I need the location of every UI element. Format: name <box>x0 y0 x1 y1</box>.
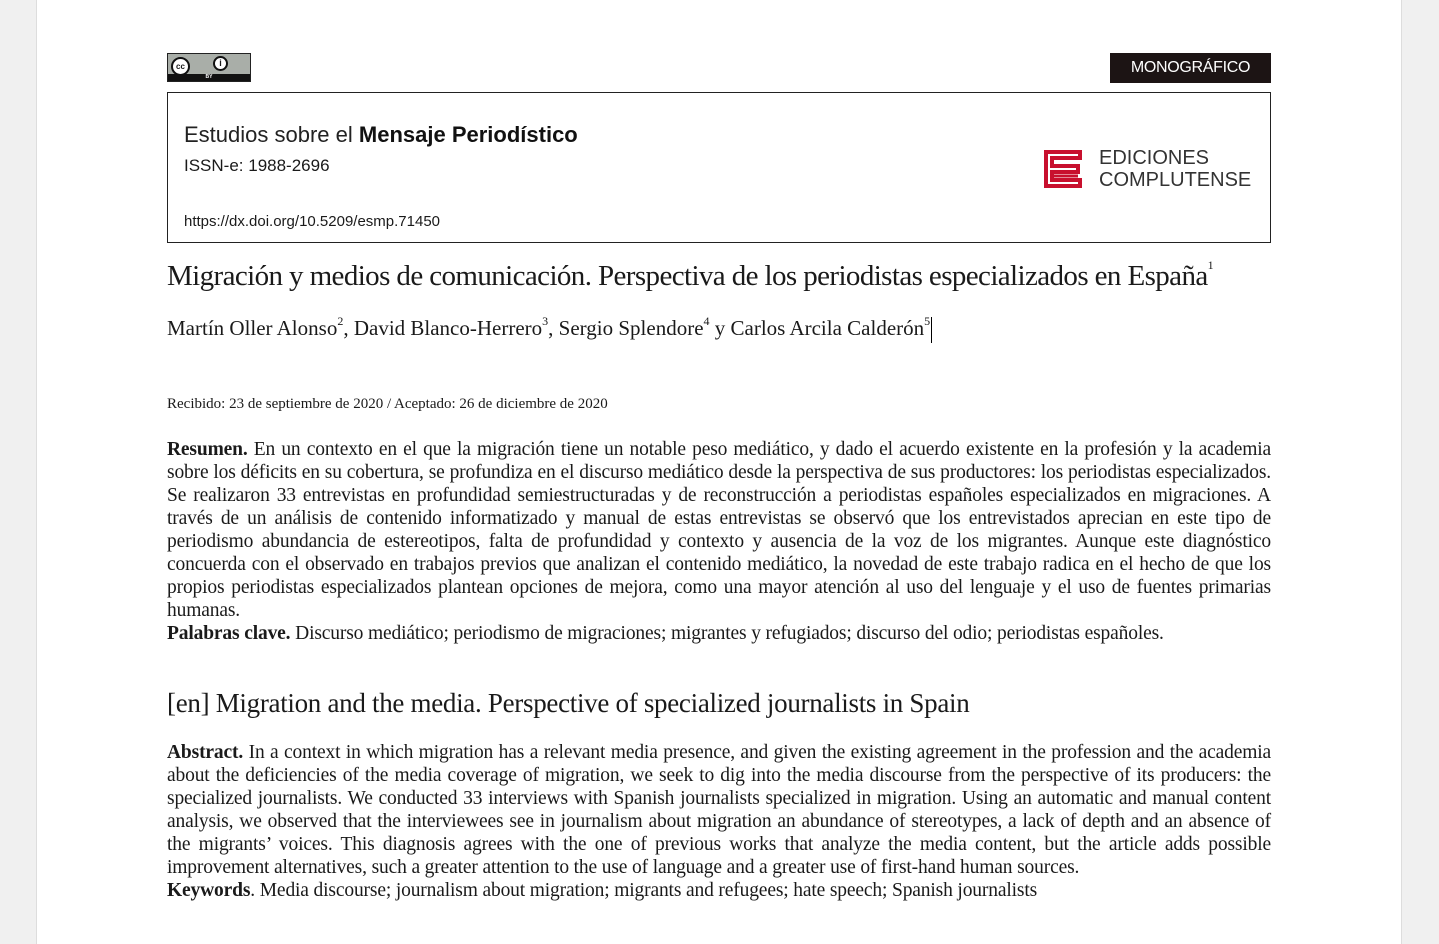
resumen-section: Resumen. En un contexto en el que la migración tiene un notable peso mediático, y dado el acuerdo existente en la profesión y la academia sobre los déficits en su cobertura, se profundiza en el discurso mediático desde la perspectiva de sus productores: los periodistas especializados. Se realizaron 33 entrevistas en profundidad semiestructuradas y de reconstrucción a periodistas españoles especializados en migraciones. A través de un análisis de contenido informatizado y manual de estas entrevistas se observó que los entrevistados aprecian en este tipo de periodismo abundancia de estereotipos, falta de profundidad y contexto y ausencia de la voz de los migrantes. Aunque este diagnóstico concuerda con el observado en trabajos previos que analizan el contenido mediático, la novedad de este trabajo radica en el hecho de que los propios periodistas especializados plantean opciones de mejora, como una mayor atención al uso del lenguaje y el uso de fuentes primarias humanas. Palabras clave. Discurso mediático; periodismo de migraciones; migrantes y refugiados; discurso del odio; periodistas españoles. <box>167 439 1271 644</box>
issn: ISSN-e: 1988-2696 <box>184 156 330 175</box>
journal-header-box <box>167 92 1271 243</box>
author: David Blanco-Herrero$^3$, <box>353 314 559 340</box>
abstract-section: Abstract. In a context in which migration has a relevant media presence, and given the existing agreement in the profession and the academia about the deficiencies of the media coverage of migration, we seek to dig into the media discourse from the perspective of its producers: the specialized journalists. We conducted 33 interviews with Spanish journalists specialized in migration. Using an automatic and manual content analysis, we observed that the interviewees see in journalism about migration an abundance of stereotypes, a lack of depth and an absence of the migrants’ voices. This diagnosis agrees with the one of previous works that analyze the media content, but the article adds possible improvement alternatives, such a greater attention to the use of language and a greater use of first-hand human sources. Keywords. Media discourse; journalism about migration; migrants and refugees; hate speech; Spanish journalists <box>167 742 1271 901</box>
section-badge: MONOGRÁFICO <box>1110 53 1271 83</box>
received-accepted-dates: Recibido: 23 de septiembre de 2020 / Aceptado: 26 de diciembre de 2020 <box>167 396 608 412</box>
journal-name: Estudios sobre el Mensaje Periodístico <box>184 122 578 147</box>
authors <box>167 316 932 343</box>
attribution-icon: i <box>213 56 228 71</box>
doi-link[interactable]: https://dx.doi.org/10.5209/esmp.71450 <box>184 213 441 230</box>
by-label: BY <box>168 74 250 81</box>
article-title: Migración y medios de comunicación. Perspectiva de los periodistas especializados en España$^1$ <box>167 258 1214 292</box>
text-cursor <box>931 317 932 343</box>
cc-icon: cc <box>171 57 190 76</box>
english-title: [en] Migration and the media. Perspective of specialized journalists in Spain <box>167 688 970 718</box>
author: Sergio Splendore$^4$ y <box>558 314 731 340</box>
document-page <box>36 0 1402 944</box>
cc-by-license-badge[interactable] <box>167 53 251 82</box>
publisher-name: EDICIONES COMPLUTENSE <box>1099 147 1252 191</box>
ediciones-complutense-logo-icon <box>1042 149 1082 189</box>
author: Carlos Arcila Calderón$^5$ <box>730 314 931 340</box>
author: Martín Oller Alonso$^2$, <box>167 314 354 340</box>
